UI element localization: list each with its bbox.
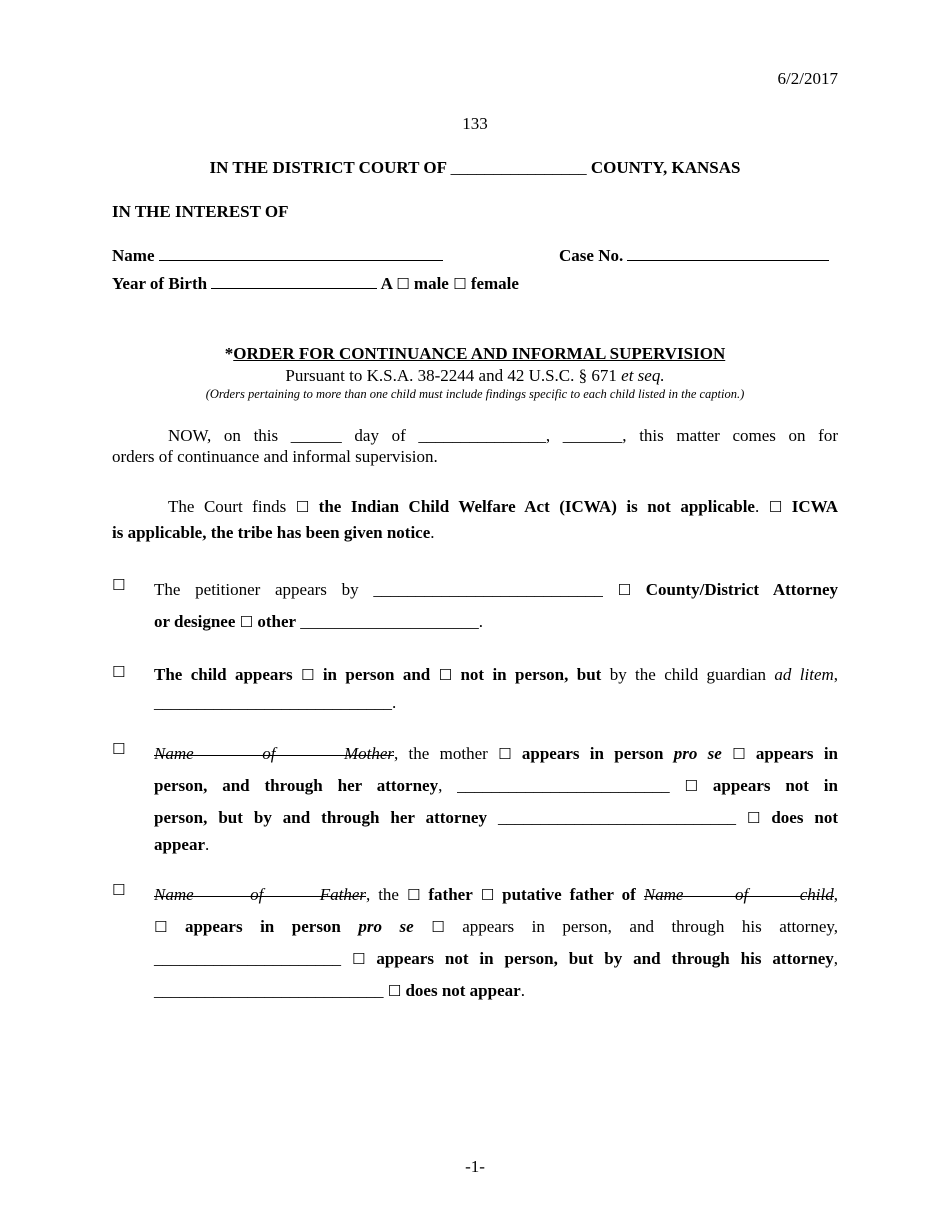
form-number: 133 [462, 114, 488, 133]
mother-checkbox[interactable]: ☐ [112, 740, 126, 758]
father-text: , the [366, 885, 399, 904]
statute-text: Pursuant to K.S.A. 38-2244 and 42 U.S.C. § 671 [285, 366, 617, 385]
mother-pro-se-label: appears in person [521, 744, 664, 763]
county-attorney-label: County/District Attorney [645, 580, 838, 599]
putative-father-checkbox[interactable]: ☐ [480, 886, 495, 904]
male-label: male [413, 274, 449, 293]
mother-with-attorney-checkbox[interactable]: ☐ [732, 745, 746, 763]
other-label: other [257, 612, 297, 631]
father-checkbox[interactable]: ☐ [112, 881, 126, 899]
child-in-person-checkbox[interactable]: ☐ [300, 666, 315, 684]
icwa-applicable-label-a: ICWA [791, 497, 839, 516]
mother-pro-se-checkbox[interactable]: ☐ [498, 745, 512, 763]
title-main: ORDER FOR CONTINUANCE AND INFORMAL SUPERVISION [233, 344, 726, 363]
county-attorney-checkbox[interactable]: ☐ [617, 581, 632, 599]
name-field[interactable] [159, 246, 443, 261]
mother-not-in-person-label: appears not in [712, 776, 838, 795]
mother-name-field[interactable]: Name of Mother [154, 744, 394, 763]
male-checkbox[interactable]: ☐ [396, 275, 410, 293]
child-in-person-label: in person and [322, 665, 431, 684]
yob-label: Year of Birth [112, 274, 208, 293]
mother-with-attorney-label: appears in [755, 744, 839, 763]
father-with-attorney-checkbox[interactable]: ☐ [431, 918, 445, 936]
child-paragraph: The child appears ☐ in person and ☐ not in person, but by the child guardian ad litem, ____________________________. [154, 661, 838, 716]
mother-does-not-appear-label: does not [771, 808, 839, 827]
mother-not-in-person-checkbox[interactable]: ☐ [684, 777, 698, 795]
father-does-not-appear-label: does not appear [405, 981, 521, 1000]
yob-row [112, 274, 519, 294]
court-heading [0, 158, 950, 178]
child-gal-blank[interactable]: ____________________________. [154, 693, 397, 712]
father-not-in-person-label: appears not in person, but by and through his attorney [376, 949, 834, 968]
father-label: father [428, 885, 473, 904]
father-does-not-appear-checkbox[interactable]: ☐ [387, 982, 402, 1000]
father-attorney-blank[interactable]: ______________________ [154, 949, 341, 968]
child-not-in-person-label: not in person, but [460, 665, 602, 684]
now-line-2: orders of continuance and informal supervision. [112, 447, 438, 466]
icwa-prefix: The Court finds [168, 497, 287, 516]
putative-father-label: putative father of [502, 885, 636, 904]
father-pro-se-checkbox[interactable]: ☐ [154, 918, 168, 936]
child-gal-text: by the child guardian [609, 665, 767, 684]
county-blank[interactable]: ________________ [450, 158, 587, 177]
father-with-attorney-label: appears in person, and through his attorney, [462, 917, 839, 936]
other-blank[interactable]: _____________________. [300, 612, 484, 631]
female-checkbox[interactable]: ☐ [453, 275, 467, 293]
father-name-field[interactable]: Name of Father [154, 885, 366, 904]
icwa-applicable-checkbox[interactable]: ☐ [768, 498, 783, 516]
child-gal-italic: ad litem [774, 665, 834, 684]
order-title [0, 344, 950, 364]
petitioner-checkbox[interactable]: ☐ [112, 576, 126, 594]
case-label: Case No. [559, 246, 624, 265]
court-suffix: COUNTY, KANSAS [590, 158, 741, 177]
mother-attorney-blank-2[interactable]: ____________________________ [497, 808, 736, 827]
mother-text: , the mother [394, 744, 488, 763]
child-name-field[interactable]: Name of child [643, 885, 834, 904]
mother-not-in-person-label-2: person, but by and through her attorney [154, 808, 487, 827]
child-checkbox[interactable]: ☐ [112, 663, 126, 681]
mother-with-attorney-label-2: person, and through her attorney [154, 776, 439, 795]
icwa-paragraph: The Court finds ☐ the Indian Child Welfare Act (ICWA) is not applicable. ☐ ICWA is applicable, the tribe has been given notice. [112, 497, 839, 542]
caption-note: (Orders pertaining to more than one child must include findings specific to each child listed in the caption.) [205, 387, 745, 401]
child-not-in-person-checkbox[interactable]: ☐ [438, 666, 453, 684]
icwa-not-applicable-checkbox[interactable]: ☐ [295, 498, 310, 516]
sex-prefix: A [380, 274, 392, 293]
petitioner-text: The petitioner appears by ___________________________ [154, 580, 603, 599]
mother-does-not-appear-checkbox[interactable]: ☐ [746, 809, 761, 827]
statute-italic: et seq. [621, 366, 665, 385]
case-number-field[interactable] [627, 246, 829, 261]
father-attorney-blank-2[interactable]: ___________________________ [154, 981, 384, 1000]
court-prefix: IN THE DISTRICT COURT OF [209, 158, 447, 177]
name-row [112, 246, 443, 266]
page-number: -1- [465, 1157, 485, 1176]
other-checkbox[interactable]: ☐ [239, 613, 254, 631]
petitioner-paragraph [154, 574, 838, 638]
mother-appear-label: appear [154, 835, 205, 854]
title-asterisk: * [224, 344, 234, 363]
mother-pro-se-italic: pro se [673, 744, 722, 763]
case-row [559, 246, 829, 266]
father-not-in-person-checkbox[interactable]: ☐ [351, 950, 366, 968]
mother-attorney-blank[interactable]: , _________________________ [438, 776, 670, 795]
father-checkbox-opt[interactable]: ☐ [406, 886, 421, 904]
form-date: 6/2/2017 [777, 69, 838, 88]
female-label: female [470, 274, 519, 293]
father-pro-se-italic: pro se [358, 917, 414, 936]
yob-field[interactable] [211, 274, 377, 289]
name-label: Name [112, 246, 155, 265]
statute-line [0, 366, 950, 386]
icwa-not-applicable-label: the Indian Child Welfare Act (ICWA) is not applicable [318, 497, 755, 516]
child-appears-label: The child appears [154, 665, 293, 684]
icwa-applicable-label-b: is applicable, the tribe has been given notice [112, 523, 431, 542]
father-pro-se-label: appears in person [184, 917, 341, 936]
interest-of-label: IN THE INTEREST OF [112, 202, 289, 221]
now-line-1: NOW, on this ______ day of _______________, _______, this matter comes on for [168, 426, 838, 445]
mother-paragraph: Name of Mother , the mother ☐ appears in person pro se ☐ appears in person, and through her attorney, _________________________ ☐ appears not in person, but by and through her attorney ____________________________ ☐ does not appear. [154, 738, 838, 856]
designee-label: or designee [154, 612, 236, 631]
father-paragraph: Name of Father , the ☐ father ☐ putative father of Name of child , ☐ appears in person pro se ☐ appears in person, and through his attorney, ______________________ ☐ appears not in person, but by and through his attorney, ___________________________ ☐ does not appear. [154, 879, 838, 1007]
now-paragraph [112, 426, 838, 467]
